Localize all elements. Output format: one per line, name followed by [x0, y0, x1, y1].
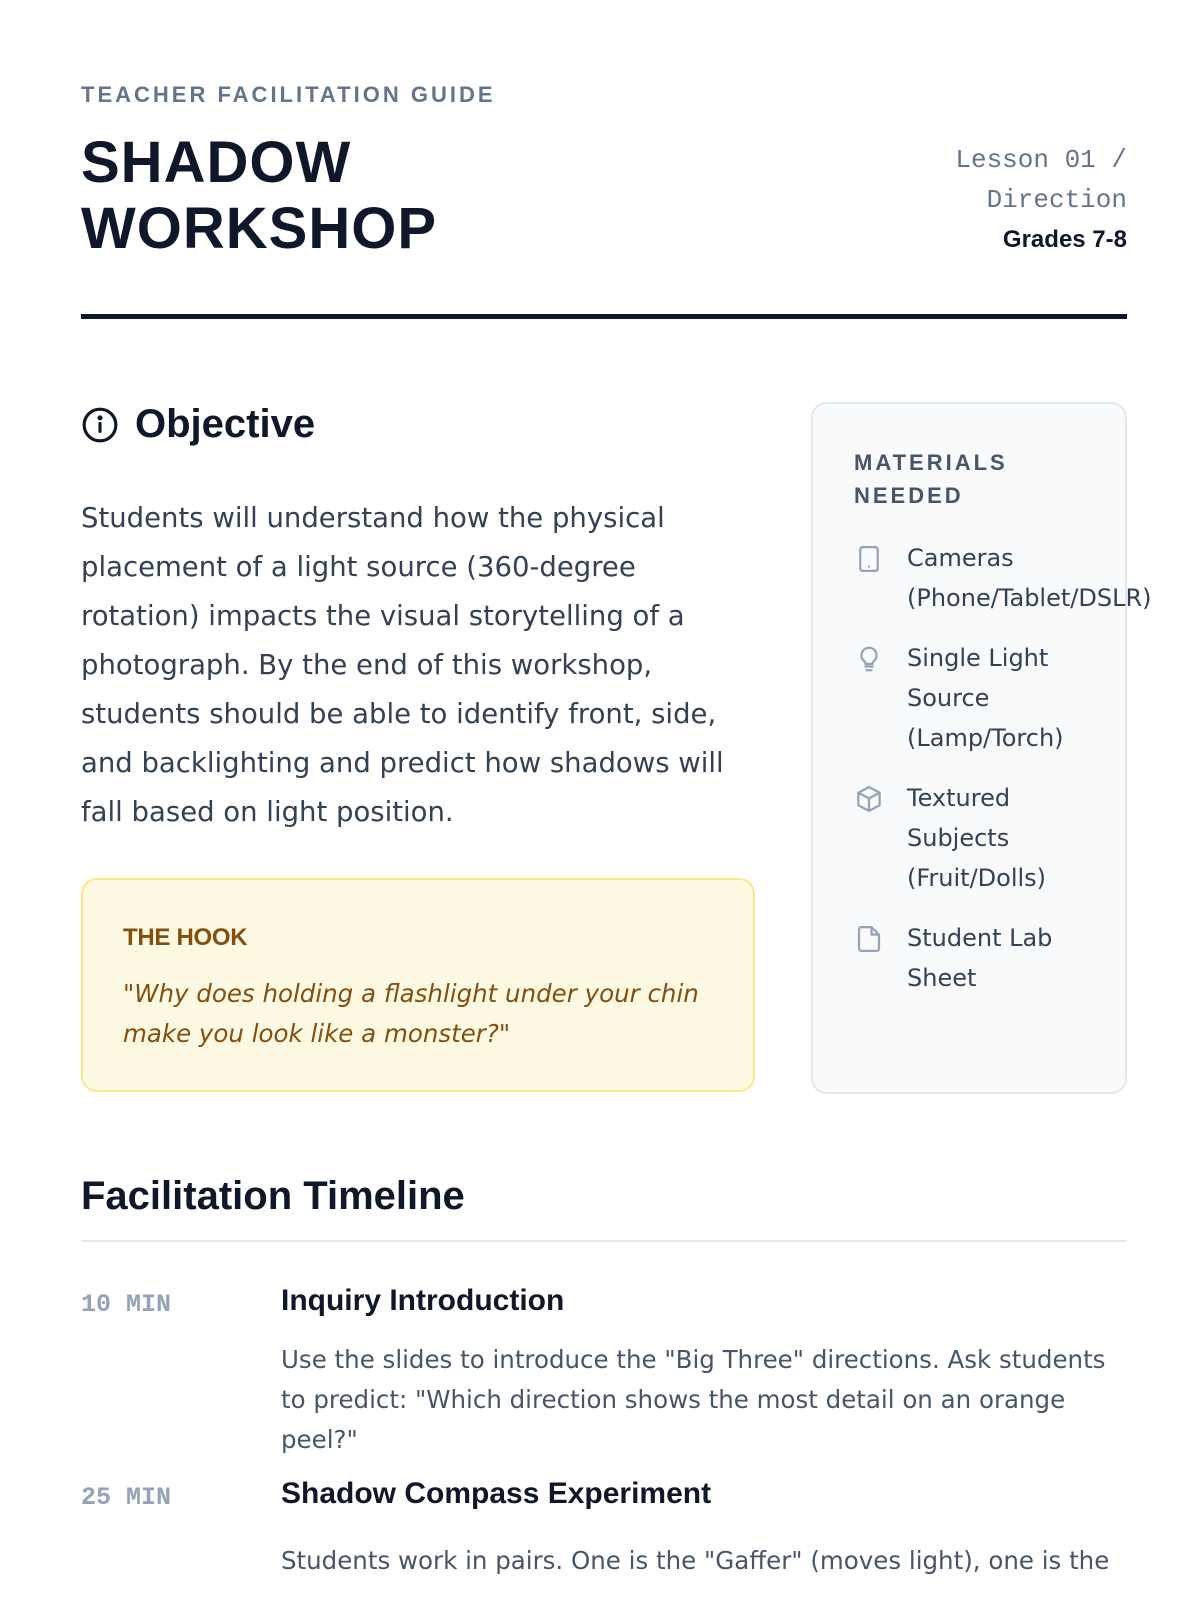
header-divider [81, 314, 1127, 319]
timeline-duration: 25 MIN [81, 1483, 172, 1512]
material-item [854, 918, 1097, 998]
objective-text: Students will understand how the physical placement of a light source (360-degree rotation) impacts the visual storytelling of a photograph. By the end of this workshop, students should be able to identify front, side, and backlighting and predict how shadows will fall based on light position. [81, 502, 724, 828]
timeline-step-desc: Students work in pairs. One is the "Gaffer" (moves light), one is the [281, 1546, 1110, 1575]
material-item [854, 638, 1097, 758]
hook-label: THE HOOK [123, 924, 248, 951]
box-icon [854, 784, 884, 814]
timeline-step [281, 1284, 1127, 1460]
material-item [854, 778, 1097, 898]
hook-quote: "Why does holding a flashlight under your chin make you look like a monster?" [123, 979, 699, 1048]
objective-heading [81, 402, 315, 447]
timeline-step [281, 1477, 1127, 1581]
title-line-1: SHADOW [81, 130, 352, 195]
timeline-heading: Facilitation Timeline [81, 1174, 465, 1218]
file-icon [854, 924, 884, 954]
materials-card [811, 402, 1152, 1094]
material-label: Single Light Source (Lamp/Torch) [907, 644, 1064, 752]
timeline-duration: 10 MIN [81, 1290, 172, 1319]
lesson-number: Lesson 01 / Direction [955, 145, 1127, 215]
lightbulb-icon [854, 644, 884, 674]
page-title [81, 130, 437, 262]
timeline-divider [81, 1240, 1127, 1242]
guide-eyebrow: TEACHER FACILITATION GUIDE [81, 82, 496, 107]
timeline-step-desc: Use the slides to introduce the "Big Three" directions. Ask students to predict: "Which direction shows the most detail on an orange peel?" [281, 1345, 1106, 1454]
hook-callout [81, 878, 755, 1092]
material-item [854, 538, 1152, 618]
timeline-step-title: Inquiry Introduction [281, 1284, 565, 1317]
material-label: Textured Subjects (Fruit/Dolls) [907, 784, 1047, 892]
tablet-icon [854, 544, 884, 574]
info-circle-icon [81, 406, 119, 444]
materials-title: MATERIALS NEEDED [854, 450, 1008, 508]
material-label: Cameras (Phone/Tablet/DSLR) [907, 544, 1152, 612]
material-label: Student Lab Sheet [907, 924, 1053, 992]
lesson-meta [927, 140, 1127, 260]
grade-level: Grades 7-8 [1002, 226, 1127, 253]
timeline-step-title: Shadow Compass Experiment [281, 1477, 712, 1510]
title-line-2: WORKSHOP [81, 196, 437, 261]
objective-title: Objective [135, 402, 316, 446]
